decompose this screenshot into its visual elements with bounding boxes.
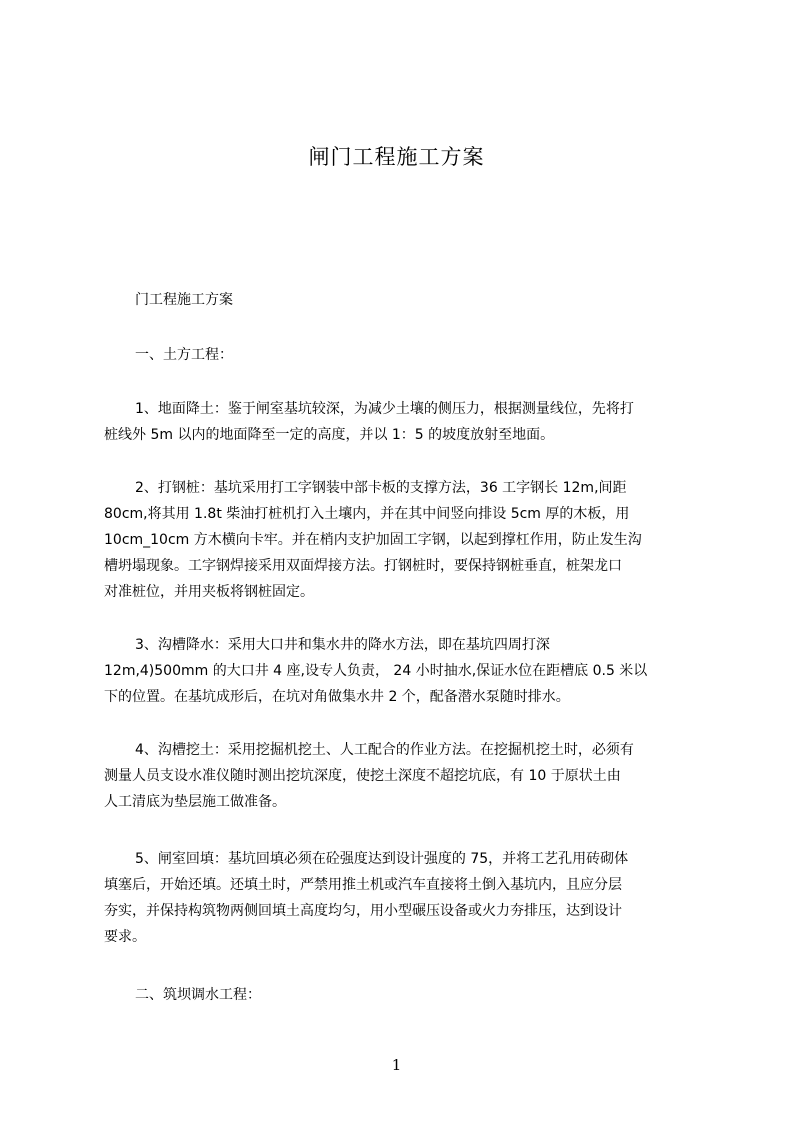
- subtitle-block: [104, 287, 710, 313]
- section-heading-2-block: [104, 982, 710, 1008]
- paragraph-line: 3、沟槽降水：采用大口井和集水井的降水方法，即在基坑四周打深: [135, 637, 550, 653]
- paragraph-line: 下的位置。在基坑成形后，在坑对角做集水井 2 个，配备潜水泵随时排水。: [104, 689, 570, 705]
- page-number: 1: [391, 1056, 402, 1074]
- section-heading-1-block: [104, 342, 710, 368]
- paragraph-steel-piles: [104, 475, 710, 605]
- paragraph-ground-lowering: [104, 396, 710, 448]
- document-title: 闸门工程施工方案: [308, 145, 485, 169]
- paragraph-line: 2、打钢桩：基坑采用打工字钢装中部卡板的支撑方法，36 工字钢长 12m,间距: [135, 480, 627, 496]
- paragraph-line: 1、地面降土：鉴于闸室基坑较深，为减少土壤的侧压力，根据测量线位，先将打: [135, 401, 634, 417]
- paragraph-line: 对准桩位，并用夹板将钢桩固定。: [104, 584, 314, 600]
- paragraph-line: 12m,4)500mm 的大口井 4 座,设专人负责， 24 小时抽水,保证水位在距槽底 0.5 米以: [104, 663, 648, 679]
- section-heading-earthwork: 一、土方工程：: [135, 347, 233, 363]
- paragraph-dewatering: [104, 632, 710, 710]
- section-heading-cofferdam: 二、筑坝调水工程：: [135, 987, 261, 1003]
- paragraph-line: 4、沟槽挖土：采用挖掘机挖土、人工配合的作业方法。在挖掘机挖土时，必须有: [135, 742, 634, 758]
- paragraph-excavation: [104, 737, 710, 815]
- paragraph-line: 夯实，并保持构筑物两侧回填土高度均匀，用小型碾压设备或火力夯排压，达到设计: [104, 903, 622, 919]
- paragraph-line: 5、闸室回填：基坑回填必须在砼强度达到设计强度的 75，并将工艺孔用砖砌体: [135, 851, 629, 867]
- paragraph-line: 人工清底为垫层施工做准备。: [104, 794, 286, 810]
- paragraph-line: 要求。: [104, 929, 146, 945]
- paragraph-backfill: [104, 846, 710, 950]
- paragraph-line: 桩线外 5m 以内的地面降至一定的高度，并以 1：5 的坡度放射至地面。: [104, 427, 555, 443]
- paragraph-line: 槽坍塌现象。工字钢焊接采用双面焊接方法。打钢桩时，要保持钢桩垂直，桩架龙口: [104, 558, 622, 574]
- paragraph-line: 80cm,将其用 1.8t 柴油打桩机打入土壤内，并在其中间竖向排设 5cm 厚的木板，用: [104, 506, 630, 522]
- subtitle: 门工程施工方案: [135, 292, 233, 308]
- paragraph-line: 填塞后，开始还填。还填土时，严禁用推土机或汽车直接将土倒入基坑内，且应分层: [104, 877, 622, 893]
- paragraph-line: 10cm_10cm 方木横向卡牢。并在梢内支护加固工字钢，以起到撑杠作用，防止发生沟: [104, 532, 642, 548]
- paragraph-line: 测量人员支设水准仪随时测出挖坑深度，使挖土深度不超挖坑底，有 10 于原状土由: [104, 768, 621, 784]
